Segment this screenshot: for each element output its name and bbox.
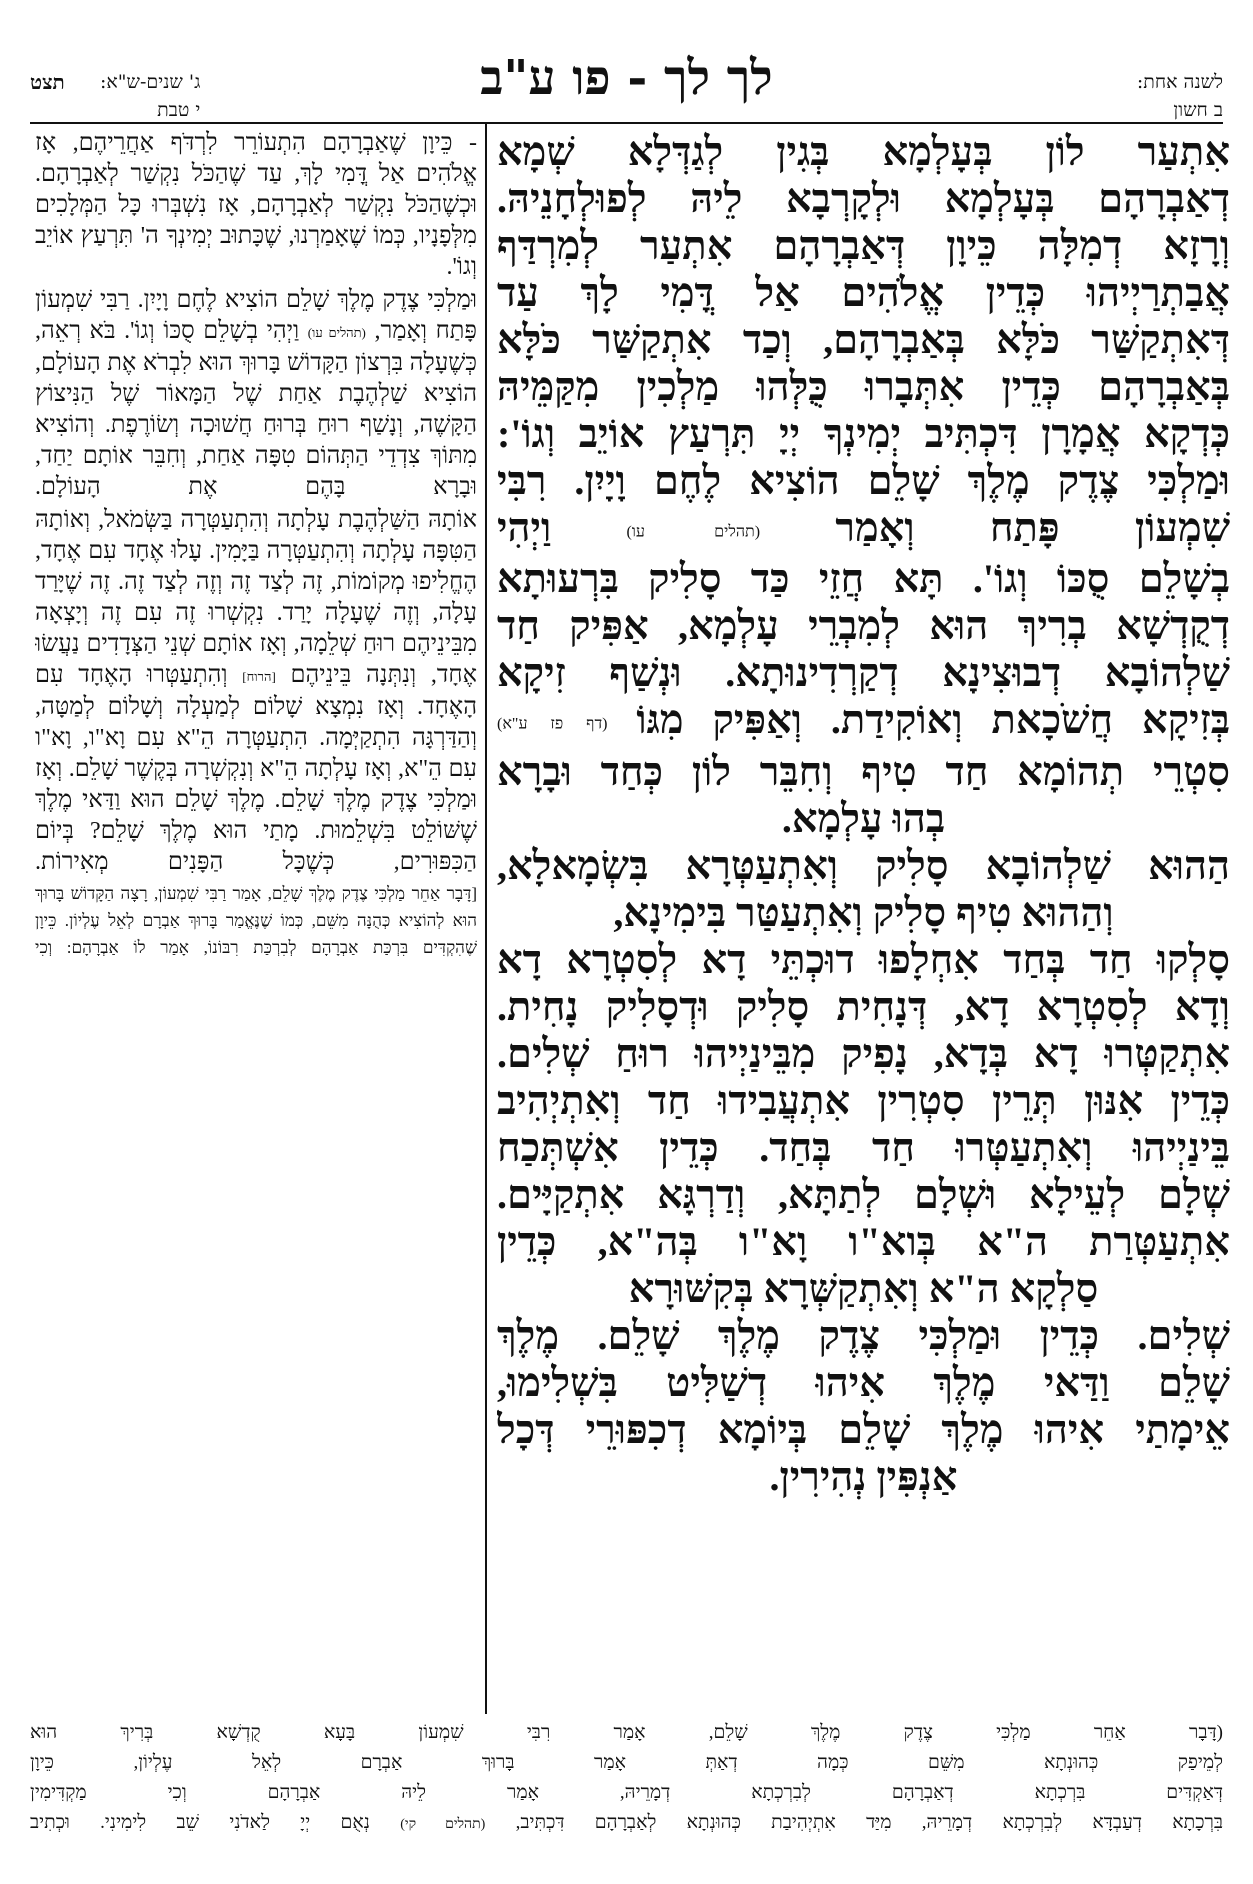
main-line: בְּאַבְרָהָם כְּדֵין אִתְּבָרוּ כֻּלְּהוּ מַלְכִין מִקַּמֵּיהּ [497,364,1230,409]
main-line: אַנְפִּין נְהִירִין. [769,1453,958,1499]
translation-text: וְהִתְעַטְּרוּ הָאֶחָד עִם הָאֶחָד. וְאָז נִמְצָא שָׁלוֹם לְמַעְלָה וְשָׁלוֹם לְמַטָּה, וְהַדַּרְגָּה הִתְקַיְּמָה. הִתְעַטְּרָה הֵ"א עִם וָא"ו, וָא"ו עִם הֵ"א, וְאָז עָלְתָה הֵ"א וְנִקְשְׁרָה בְּקֶשֶׁר שָׁלֵם. וְאָז וּמַלְכִּי צֶדֶק מֶלֶךְ שָׁלֵם. מֶלֶךְ שָׁלֵם הוּא וַדַּאי מֶלֶךְ שֶׁשּׁוֹלֵט בִּשְׁלֵמוּת. מָתַי הוּא מֶלֶךְ שָׁלֵם? בְּיוֹם הַכִּפּוּרִים, כְּשֶׁכָּל הַפָּנִים מְאִירוֹת. [35,661,477,875]
footer-line: דְּאַקְדִּים בִּרְכְתָא דְאַבְרָהָם לְבִרְכְתָא דְמָרֵיהּ, אָמַר לֵיהּ אַבְרָהָם וְכִי מַקְדִּימִין [30,1782,1223,1803]
translation-text: אוֹתָהּ הַשַּׁלְהֶבֶת עָלְתָה וְהִתְעַטְּרָה בַּשְּׂמֹאל, וְאוֹתָהּ הַטִּפָּה עָלְתָה וְהִתְעַטְּרָה בַּיָּמִין. עָלוּ אֶחָד עִם אֶחָד, הֶחֱלִיפוּ מְקוֹמוֹת, זֶה לְצַד זֶה וְזֶה לְצַד זֶה. זֶה שֶׁיָּרַד עָלָה, וְזֶה שֶׁעָלָה יָרַד. נִקְשְׁרוּ זֶה עִם זֶה וְיָצְאָה מִבֵּינֵיהֶם רוּחַ שְׁלֵמָה, וְאָז אוֹתָם שְׁנֵי הַצְּדָדִים נַעֲשׂוּ אֶחָד, וְנִתְּנָה בֵּינֵיהֶם [35,506,477,688]
header-right-line2: ב חשון [1173,99,1223,121]
header-date-three-years [30,68,200,124]
main-line: בְהוּ עָלְמָא. [781,795,946,841]
bracket-note: [הרוח] [242,668,276,684]
main-line: שְׁלָם לְעֵילָא וּשְׁלָם לְתַתָּא, וְדַרְגָּא אִתְקַיָּים. [497,1171,1230,1217]
main-text: וַיְהִי [497,505,552,550]
header-divider [30,122,1223,124]
translation-paragraph [35,285,477,503]
main-line: אֲבַתְרַיְיהוּ כְּדֵין אֱלֹהִים אַל דֳּמִי לָךְ עַד [497,270,1230,315]
page-header [30,50,1223,120]
translation-paragraph: [דָּבָר אַחֵר מַלְכִּי צֶדֶק מֶלֶךְ שָׁלֵם, אָמַר רַבִּי שִׁמְעוֹן, רָצָה הַקָּדוֹשׁ בָּרוּךְ הוּא לְהוֹצִיא כְּהֻנָּה מִשֵּׁם, כְּמוֹ שֶׁנֶּאֱמַר בָּרוּךְ אַבְרָם לְאֵל עֶלְיוֹן. כֵּיוָן שֶׁהִקְדִּים בִּרְכַּת אַבְרָהָם לְבִרְכַּת רִבּוֹנוֹ, אָמַר לוֹ אַבְרָהָם: וְכִי [35,883,477,957]
translation-column [35,128,477,1673]
header-left-line2: י טבת [157,99,201,121]
main-line: אִתְעַטְּרַת ה"א בְּוא"ו וָא"ו בְּה"א, כְּדֵין [497,1218,1230,1264]
main-line: אִתְקַטְּרוּ דָא בְּדָא, נָפִיק מִבֵּינַיְיהוּ רוּחַ שְׁלִים. [497,1030,1230,1076]
main-line: בְשָׁלֵם סֻכּוֹ וְגוֹ'. תָּא חֲזֵי כַּד סָלִיק בִּרְעוּתָא [497,556,1230,602]
footer-text [30,1718,1223,1840]
source-reference: (תהלים עו) [307,324,366,340]
main-line: דְּאִתְקַשַּׁר כֹּלָּא בְּאַבְרָהָם, וְכַד אִתְקַשַּׁר כֹּלָּא [497,317,1230,362]
translation-text: וַיְהִי בְשָׁלֵם סֻכּוֹ וְגוֹ'. בֹּא רְאֵה, כְּשֶׁעָלָה בִּרְצוֹן הַקָּדוֹשׁ בָּרוּךְ הוּא לִבְרֹא אֶת הָעוֹלָם, הוֹצִיא שַׁלְהֶבֶת אַחַת שֶׁל הַמָּאוֹר שֶׁל הַנִּיצוֹץ הַקָּשֶׁה, וְנָשַׁף רוּחַ בְּרוּחַ חֲשׁוּכָה וְשׂוֹרֶפֶת. וְהוֹצִיא מִתּוֹךְ צִדְדֵי הַתְּהוֹם טִפָּה אַחַת, וְחִבֵּר אוֹתָם יַחַד, וּבָרָא בָּהֶם אֶת הָעוֹלָם. [35,318,477,500]
main-line: וְהַהוּא טִיף סָלִיק וְאִתְעַטַּר בִּימִינָא, [613,889,1114,935]
page-reference: (דף פז ע"א) [497,715,608,733]
translation-paragraph: - כֵּיוָן שֶׁאַבְרָהָם הִתְעוֹרֵר לִרְדֹּף אַחֲרֵיהֶם, אָז אֱלֹהִים אַל דֳּמִי לָךְ, עַד שֶׁהַכֹּל נִקְשַׁר לְאַבְרָהָם. וּכְשֶׁהַכֹּל נִקְשַׁר לְאַבְרָהָם, אָז נִשְׁבְּרוּ כָּל הַמְּלָכִים מִלְּפָנָיו, כְּמוֹ שֶׁאָמַרְנוּ, שֶׁכָּתוּב יְמִינְךָ ה' תִּרְעַץ אוֹיֵב וְגוֹ'. [35,130,477,280]
main-line: אִתְעַר לוֹן בְּעָלְמָא בְּגִין לְגַדְּלָא שְׁמָא [497,129,1230,174]
main-text: שִׁמְעוֹן פָּתַח וְאָמַר [835,505,1230,550]
footer-text-span: בִּרְכָתָא דְעַבְדָּא לְבִרְכְתָא דְמָרֵיהּ, מִיַּד אִתְיְהִיבַת כְּהוּנְתָא לְאַבְרָהָם דִּכְתִּיב, [515,1812,1223,1833]
main-line: הַהוּא שַׁלְהוֹבָא סָלִיק וְאִתְעַטְּרָא בִּשְׂמָאלָא, [497,842,1230,888]
main-line: כְּדֵין אִנּוּן תְּרֵין סִטְרִין אִתְעֲבִידוּ חַד וְאִתְיְהִיב [497,1077,1230,1123]
footer-text-span: נְאֻם יְיָ לַאדֹנִי שֵׁב לִימִינִי. וּכְתִיב [30,1812,370,1833]
main-line [497,696,1230,747]
main-line: שְׁלִים. כְּדֵין וּמַלְכִּי צֶדֶק מֶלֶךְ שָׁלֵם. מֶלֶךְ [497,1312,1230,1358]
page-number: תצט [30,70,65,94]
footer-line: לְמֵיפַק כְּהוּנְתָא מִשֵּׁם כְּמָה דְאַתְּ אָמַר בָּרוּךְ אַבְרָם לְאֵל עֶלְיוֹן, כֵּיוָן [30,1752,1223,1773]
translation-text: וּמַלְכִּי צֶדֶק מֶלֶךְ שָׁלֵם הוֹצִיא לֶחֶם וָיָיִן. רַבִּי שִׁמְעוֹן פָּתַח וְאָמַר, [35,287,477,344]
main-line: סִטְרֵי תְהוֹמָא חַד טִיף וְחִבֵּר לוֹן כְּחַד וּבָרָא [497,748,1230,794]
footer-line: (דָּבָר אַחֵר מַלְכִּי צֶדֶק מֶלֶךְ שָׁלֵם, אָמַר רִבִּי שִׁמְעוֹן בָּעָא קֻדְשָׁא בְּרִיךְ הוּא [30,1722,1223,1743]
main-line: דְקֻדְשָׁא בְרִיךְ הוּא לְמִבְרֵי עָלְמָא, אַפִּיק חַד [497,603,1230,649]
footer-line [30,1808,1223,1840]
source-reference: (תהלים קי) [400,1817,486,1832]
source-reference: (תהלים עו) [626,523,761,541]
main-line [497,504,1230,555]
main-text-column [497,128,1230,1713]
main-line: כְּדְקָא אֲמָרָן דִּכְתִּיב יְמִינְךָ יְיָ תִּרְעַץ אוֹיֵב וְגוֹ': [497,411,1230,456]
main-line: וְרָזָא דְמִלָּה כֵּיוָן דְּאַבְרָהָם אִתְעַר לְמִרְדַּף [497,223,1230,268]
main-line: דְאַבְרָהָם בְּעָלְמָא וּלְקָרְבָא לֵיהּ לְפוּלְחָנֵיהּ. [497,176,1230,221]
main-line: שַׁלְהוֹבָא דְבוּצִינָא דְקַרְדִינוּתָא. וּנְשַׁף זִיקָא [497,650,1230,696]
main-line: וְדָא לְסִטְרָא דָא, דְּנָחִית סָלִיק וּדְסָלִיק נָחִית. [497,983,1230,1029]
page-title: לך לך - פו ע"ב [480,50,773,106]
header-left-line1: ג' שנים-ש"א: [100,71,201,93]
column-divider [485,124,487,1714]
header-right-line1: לשנה אחת: [1136,71,1223,93]
main-line: סָלְקוּ חַד בְּחַד אִחְלָפוּ דוּכְתֵּי דָא לְסִטְרָא דָא [497,936,1230,982]
translation-paragraph [35,505,477,878]
main-line: בֵּינַיְיהוּ וְאִתְעַטְּרוּ חַד בְּחַד. כְּדֵין אִשְׁתְּכַח [497,1124,1230,1170]
main-line: וּמַלְכִּי צֶדֶק מֶלֶךְ שָׁלֵם הוֹצִיא לֶחֶם וָיָיִן. רִבִּי [497,458,1230,503]
main-line: סַלְקָא ה"א וְאִתְקַשְּׁרָא בְּקִשּׁוּרָא [628,1265,1099,1311]
main-line: שָׁלֵם וַדַּאי מֶלֶךְ אִיהוּ דְשַׁלִּיט בִּשְׁלִימוּ, [497,1359,1230,1405]
main-text: בְּזִיקָא חֲשֹׁכָאת וְאוֹקִידַת. וְאַפִּיק מִגּוֹ [636,697,1230,743]
main-line: אֵימָתַי אִיהוּ מֶלֶךְ שָׁלֵם בְּיוֹמָא דְכִפּוּרֵי דְּכָל [497,1406,1230,1452]
